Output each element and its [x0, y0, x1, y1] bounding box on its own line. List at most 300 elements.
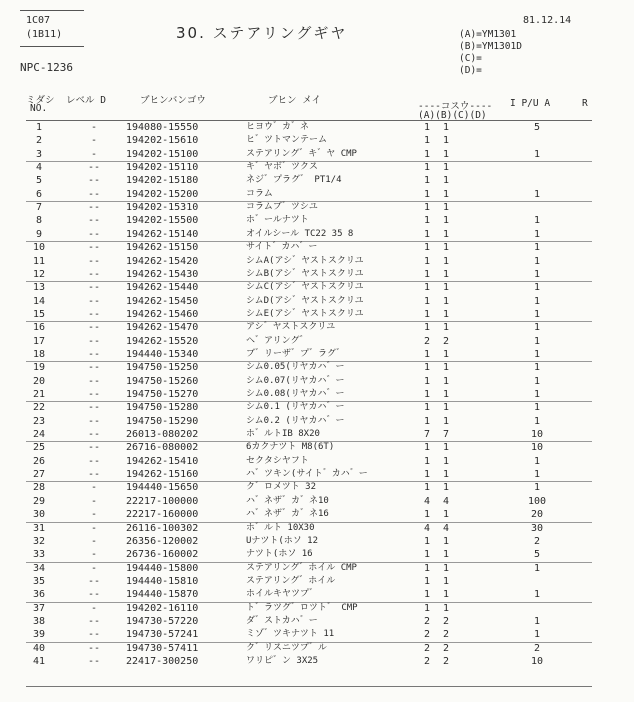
row-pu-qty: 1: [533, 308, 541, 320]
row-qty-b: 1: [442, 415, 450, 427]
row-pu-qty: 100: [527, 495, 547, 507]
row-level: --: [87, 402, 101, 414]
code-line-1: 1C07: [26, 15, 51, 26]
row-part-name: ステアリング゛ホイル CMP: [246, 562, 357, 573]
row-pu-qty: 1: [533, 228, 541, 240]
row-part-number: 194750-15260: [126, 375, 199, 387]
table-row: [0, 455, 634, 468]
row-number: 38: [32, 615, 46, 627]
row-part-name: セクタシヤフト: [246, 455, 309, 466]
row-number: 9: [35, 228, 43, 240]
row-level: --: [87, 442, 101, 454]
row-qty-b: 4: [442, 495, 450, 507]
row-part-name: コラム: [246, 188, 273, 199]
row-pu-qty: 1: [533, 335, 541, 347]
row-qty-b: 1: [442, 268, 450, 280]
row-part-name: ホ゛ルトIB 8X20: [246, 429, 320, 440]
row-level: --: [87, 295, 101, 307]
row-pu-qty: 1: [533, 469, 541, 481]
row-number: 27: [32, 469, 46, 481]
row-part-name: ネジ゛プラグ゛ PT1/4: [246, 175, 342, 186]
table-row: [0, 295, 634, 308]
row-part-name: アシ゛ヤストスクリユ: [246, 322, 336, 333]
row-part-number: 22417-300250: [126, 656, 199, 667]
row-qty-b: 2: [442, 656, 450, 667]
row-pu-qty: 2: [533, 642, 541, 654]
table-row: [0, 134, 634, 147]
row-qty-b: 1: [442, 135, 450, 147]
row-number: 5: [35, 175, 43, 187]
row-level: -: [90, 602, 98, 614]
row-pu-qty: 1: [533, 402, 541, 414]
row-level: --: [87, 335, 101, 347]
row-level: -: [90, 509, 98, 521]
row-part-name: シム0.08(リヤカハ゛ー: [246, 389, 345, 399]
row-number: 29: [32, 495, 46, 507]
row-part-number: 194262-15140: [126, 228, 199, 240]
row-qty-b: 1: [442, 122, 450, 133]
bottom-rule: [26, 686, 592, 687]
row-pu-qty: 1: [533, 482, 541, 494]
table-row: [0, 308, 634, 321]
row-pu-qty: 1: [533, 148, 541, 160]
row-qty-b: 1: [442, 402, 450, 414]
row-part-number: 22217-160000: [126, 509, 199, 521]
row-part-name: シム0.07(リヤカハ゛ー: [246, 375, 345, 386]
row-number: 8: [35, 215, 43, 227]
row-part-name: シム0.1 (リヤカハ゛ー: [246, 402, 345, 413]
row-level: --: [87, 322, 101, 334]
row-qty-b: 1: [442, 162, 450, 174]
table-row: [0, 148, 634, 161]
row-level: --: [87, 375, 101, 387]
table-row: [0, 535, 634, 548]
row-number: 19: [32, 362, 46, 374]
row-number: 12: [32, 268, 46, 280]
row-pu-qty: 20: [530, 509, 544, 521]
row-qty-a: 1: [423, 308, 431, 320]
issue-date: 81.12.14: [523, 15, 572, 26]
row-qty-a: 1: [423, 188, 431, 200]
row-part-name: Uナツト(ホソ 12: [246, 535, 319, 546]
row-qty-b: 1: [442, 295, 450, 307]
row-qty-b: 1: [442, 442, 450, 454]
table-row: [0, 575, 634, 588]
row-level: --: [87, 282, 101, 294]
row-pu-qty: 30: [530, 522, 544, 534]
table-row: [0, 428, 634, 441]
row-part-number: 194262-15430: [126, 268, 199, 280]
row-qty-a: 4: [423, 495, 431, 507]
row-part-number: 22217-100000: [126, 495, 199, 507]
row-part-number: 194262-15410: [126, 455, 199, 467]
row-number: 20: [32, 375, 46, 387]
table-row: [0, 161, 634, 174]
row-qty-a: 1: [423, 562, 431, 574]
row-level: --: [87, 188, 101, 200]
row-pu-qty: 5: [533, 122, 541, 133]
row-part-number: 26356-120002: [126, 535, 199, 547]
row-number: 3: [35, 148, 43, 160]
row-pu-qty: 1: [533, 389, 541, 400]
row-qty-a: 1: [423, 215, 431, 227]
row-level: --: [87, 389, 101, 400]
row-part-number: 194262-15440: [126, 282, 199, 294]
row-level: -: [90, 562, 98, 574]
row-number: 30: [32, 509, 46, 521]
table-row: [0, 281, 634, 294]
row-part-number: 194080-15550: [126, 122, 199, 133]
row-pu-qty: 1: [533, 322, 541, 334]
row-part-number: 194202-15110: [126, 162, 199, 174]
row-part-name: シム0.05(リヤカハ゛ー: [246, 362, 345, 373]
row-qty-b: 7: [442, 429, 450, 441]
row-part-name: ステアリング゛ホイル: [246, 575, 336, 586]
row-qty-b: 1: [442, 282, 450, 294]
row-part-name: シムC(アシ゛ヤストスクリユ: [246, 282, 364, 293]
row-pu-qty: 1: [533, 375, 541, 387]
row-part-name: ハ゛ネザ゛カ゛ネ10: [246, 495, 329, 506]
row-part-number: 194750-15250: [126, 362, 199, 374]
row-part-number: 194262-15470: [126, 322, 199, 334]
row-part-number: 194440-15870: [126, 589, 199, 601]
row-qty-b: 1: [442, 242, 450, 254]
model-a: (A)=YM1301: [459, 29, 517, 40]
row-part-name: ミゾ゛ツキナツト 11: [246, 629, 335, 640]
row-qty-a: 1: [423, 362, 431, 374]
row-qty-a: 1: [423, 148, 431, 160]
col-no-header-2: NO.: [30, 103, 48, 114]
row-part-name: ホ゛ルト 10X30: [246, 522, 315, 533]
table-row: [0, 388, 634, 401]
row-number: 33: [32, 549, 46, 561]
model-b: (B)=YM1301D: [459, 41, 522, 52]
row-level: --: [87, 615, 101, 627]
table-row: [0, 415, 634, 428]
row-qty-b: 2: [442, 615, 450, 627]
row-level: --: [87, 629, 101, 641]
row-part-name: ホイルキヤツプ゛: [246, 589, 319, 600]
row-part-name: ク゛ロメツト 32: [246, 482, 316, 493]
table-row: [0, 241, 634, 254]
row-number: 37: [32, 602, 46, 614]
row-part-number: 194750-15290: [126, 415, 199, 427]
row-level: --: [87, 255, 101, 267]
row-part-number: 194440-15800: [126, 562, 199, 574]
row-pu-qty: 5: [533, 549, 541, 561]
row-number: 18: [32, 348, 46, 360]
table-row: [0, 642, 634, 655]
model-c: (C)=: [459, 53, 482, 64]
row-number: 28: [32, 482, 46, 494]
table-row: [0, 174, 634, 187]
row-pu-qty: 1: [533, 255, 541, 267]
row-qty-b: 1: [442, 322, 450, 334]
row-qty-a: 1: [423, 162, 431, 174]
row-part-number: 194202-15200: [126, 188, 199, 200]
row-part-name: ク゛リスニツプ゛ル: [246, 642, 327, 653]
row-number: 4: [35, 162, 43, 174]
row-part-name: ダ゛ストカハ゛ー: [246, 615, 318, 626]
row-part-number: 194202-15500: [126, 215, 199, 227]
row-part-number: 194202-15100: [126, 148, 199, 160]
row-level: --: [87, 469, 101, 481]
row-qty-a: 7: [423, 429, 431, 441]
row-level: -: [90, 148, 98, 160]
npc-number: NPC-1236: [20, 61, 73, 74]
table-row: [0, 268, 634, 281]
row-number: 23: [32, 415, 46, 427]
row-level: --: [87, 228, 101, 240]
row-part-name: ヒ゛ツトマンテーム: [246, 135, 328, 146]
row-qty-a: 2: [423, 656, 431, 667]
row-part-number: 194202-15180: [126, 175, 199, 187]
row-number: 35: [32, 575, 46, 587]
row-qty-b: 2: [442, 335, 450, 347]
row-pu-qty: 1: [533, 242, 541, 254]
col-no-header-1: ミダシ: [26, 95, 55, 106]
row-number: 24: [32, 429, 46, 441]
table-row: [0, 375, 634, 388]
row-part-number: 194440-15340: [126, 348, 199, 360]
row-qty-b: 1: [442, 535, 450, 547]
row-qty-b: 1: [442, 148, 450, 160]
table-row: [0, 348, 634, 361]
col-pua-header: I P/U A: [510, 98, 551, 109]
row-part-name: キ゛ヤボ゛ツクス: [246, 162, 318, 173]
col-subcols-header: (A)(B)(C)(D): [418, 110, 487, 121]
row-qty-a: 1: [423, 469, 431, 481]
row-qty-b: 1: [442, 589, 450, 601]
row-part-name: ヘ゛アリング゛: [246, 335, 309, 346]
row-level: --: [87, 348, 101, 360]
row-pu-qty: 1: [533, 268, 541, 280]
row-qty-b: 1: [442, 362, 450, 374]
row-number: 21: [32, 389, 46, 400]
row-part-name: ヒヨウ゛カ゛ネ: [246, 122, 310, 132]
row-part-name: ト゛ラツグ゛ロツト゛ CMP: [246, 602, 358, 613]
table-row: [0, 188, 634, 201]
row-qty-a: 1: [423, 509, 431, 521]
row-qty-b: 1: [442, 308, 450, 320]
row-qty-a: 4: [423, 522, 431, 534]
row-qty-a: 1: [423, 322, 431, 334]
catalog-code-box: [20, 10, 86, 56]
row-part-name: シムB(アシ゛ヤストスクリユ: [246, 268, 364, 279]
row-qty-b: 1: [442, 562, 450, 574]
row-part-number: 194262-15460: [126, 308, 199, 320]
row-number: 17: [32, 335, 46, 347]
row-pu-qty: 10: [530, 656, 544, 667]
row-qty-b: 1: [442, 215, 450, 227]
row-part-number: 194750-15280: [126, 402, 199, 414]
row-part-number: 194262-15150: [126, 242, 199, 254]
row-pu-qty: 1: [533, 455, 541, 467]
row-level: -: [90, 122, 98, 133]
row-qty-b: 1: [442, 602, 450, 614]
row-qty-a: 1: [423, 268, 431, 280]
table-row: [0, 468, 634, 481]
row-qty-a: 1: [423, 295, 431, 307]
row-part-number: 194750-15270: [126, 389, 199, 400]
row-part-number: 194262-15160: [126, 469, 199, 481]
row-qty-a: 1: [423, 575, 431, 587]
row-part-number: 194440-15650: [126, 482, 199, 494]
row-level: -: [90, 495, 98, 507]
row-qty-b: 1: [442, 455, 450, 467]
row-number: 22: [32, 402, 46, 414]
row-qty-a: 1: [423, 415, 431, 427]
table-row: [0, 214, 634, 227]
row-number: 41: [32, 656, 46, 667]
row-part-number: 194202-15310: [126, 202, 199, 214]
col-level-header: レベル D: [66, 95, 106, 106]
row-part-number: 194262-15420: [126, 255, 199, 267]
box-bottom-rule: [20, 46, 84, 47]
row-number: 40: [32, 642, 46, 654]
row-qty-b: 1: [442, 228, 450, 240]
row-part-name: ハ゛ツキン(サイト゛カハ゛ー: [246, 469, 368, 480]
box-top-rule: [20, 10, 84, 11]
row-qty-b: 2: [442, 629, 450, 641]
row-qty-a: 1: [423, 455, 431, 467]
row-qty-a: 1: [423, 442, 431, 454]
row-part-name: ステアリング゛キ゛ヤ CMP: [246, 148, 357, 159]
row-qty-a: 1: [423, 482, 431, 494]
row-part-name: ブ゛リーザ゛プ゛ラグ゛: [246, 348, 346, 359]
table-row: [0, 548, 634, 561]
code-line-2: (1B11): [26, 29, 63, 40]
row-part-name: サイト゛カハ゛ー: [246, 242, 318, 253]
row-number: 13: [32, 282, 46, 294]
row-qty-a: 2: [423, 335, 431, 347]
row-qty-b: 1: [442, 348, 450, 360]
row-number: 6: [35, 188, 43, 200]
row-pu-qty: 10: [530, 442, 544, 454]
row-part-number: 26736-160002: [126, 549, 199, 561]
row-level: -: [90, 549, 98, 561]
row-pu-qty: 1: [533, 188, 541, 200]
row-pu-qty: 2: [533, 535, 541, 547]
row-qty-a: 2: [423, 629, 431, 641]
row-level: --: [87, 575, 101, 587]
table-row: [0, 615, 634, 628]
row-pu-qty: 1: [533, 215, 541, 227]
row-qty-a: 1: [423, 255, 431, 267]
row-qty-b: 1: [442, 575, 450, 587]
row-part-number: 26116-100302: [126, 522, 199, 534]
model-d: (D)=: [459, 65, 482, 76]
table-row: [0, 361, 634, 374]
row-qty-a: 2: [423, 642, 431, 654]
row-qty-a: 1: [423, 122, 431, 133]
row-number: 39: [32, 629, 46, 641]
table-row: [0, 321, 634, 334]
table-row: [0, 201, 634, 214]
row-qty-b: 1: [442, 175, 450, 187]
row-qty-b: 1: [442, 469, 450, 481]
row-qty-a: 1: [423, 202, 431, 214]
table-row: [0, 121, 634, 134]
row-level: --: [87, 455, 101, 467]
row-number: 31: [32, 522, 46, 534]
row-pu-qty: 1: [533, 348, 541, 360]
row-qty-b: 1: [442, 389, 450, 400]
row-qty-a: 1: [423, 402, 431, 414]
row-qty-a: 1: [423, 282, 431, 294]
row-number: 10: [32, 242, 46, 254]
row-part-name: 6カクナツト M8(6T): [246, 442, 335, 453]
table-row: [0, 522, 634, 535]
row-level: --: [87, 656, 101, 667]
row-part-name: ナツト(ホソ 16: [246, 549, 313, 560]
row-number: 25: [32, 442, 46, 454]
table-row: [0, 495, 634, 508]
row-qty-b: 1: [442, 549, 450, 561]
row-number: 32: [32, 535, 46, 547]
col-r-header: R: [582, 98, 588, 109]
row-pu-qty: 1: [533, 295, 541, 307]
row-part-name: シムA(アシ゛ヤストスクリユ: [246, 255, 364, 266]
row-part-name: シムE(アシ゛ヤストスクリユ: [246, 308, 364, 319]
row-level: --: [87, 308, 101, 320]
row-part-name: ハ゛ネザ゛カ゛ネ16: [246, 509, 329, 520]
row-part-number: 194730-57241: [126, 629, 199, 641]
page-title: 30. ステアリングギヤ: [176, 24, 348, 42]
row-level: --: [87, 215, 101, 227]
row-qty-b: 1: [442, 509, 450, 521]
row-qty-a: 1: [423, 375, 431, 387]
row-level: --: [87, 175, 101, 187]
row-level: -: [90, 535, 98, 547]
row-qty-a: 1: [423, 242, 431, 254]
row-qty-b: 1: [442, 482, 450, 494]
row-pu-qty: 1: [533, 362, 541, 374]
table-row: [0, 562, 634, 575]
row-level: --: [87, 642, 101, 654]
row-number: 36: [32, 589, 46, 601]
table-row: [0, 228, 634, 241]
row-qty-a: 1: [423, 228, 431, 240]
row-part-number: 26716-080002: [126, 442, 199, 454]
row-level: -: [90, 135, 98, 147]
row-qty-a: 1: [423, 389, 431, 400]
row-qty-a: 1: [423, 535, 431, 547]
col-partno-header: ブヒンバンゴウ: [140, 95, 206, 106]
row-level: --: [87, 415, 101, 427]
col-partname-header: ブヒン メイ: [268, 95, 322, 106]
row-level: --: [87, 429, 101, 441]
table-row: [0, 628, 634, 641]
row-qty-b: 1: [442, 202, 450, 214]
row-qty-b: 4: [442, 522, 450, 534]
row-number: 14: [32, 295, 46, 307]
row-pu-qty: 10: [530, 429, 544, 441]
row-part-number: 194262-15520: [126, 335, 199, 347]
table-row: [0, 655, 634, 668]
row-number: 26: [32, 455, 46, 467]
row-qty-b: 1: [442, 255, 450, 267]
row-part-name: コラムブ゛ツシユ: [246, 202, 318, 213]
row-level: --: [87, 242, 101, 254]
table-row: [0, 588, 634, 601]
table-row: [0, 401, 634, 414]
row-part-name: シム0.2 (リヤカハ゛ー: [246, 415, 345, 426]
row-part-name: オイルシール TC22 35 8: [246, 228, 354, 239]
row-pu-qty: 1: [533, 615, 541, 627]
model-list: [459, 29, 522, 77]
row-number: 15: [32, 308, 46, 320]
